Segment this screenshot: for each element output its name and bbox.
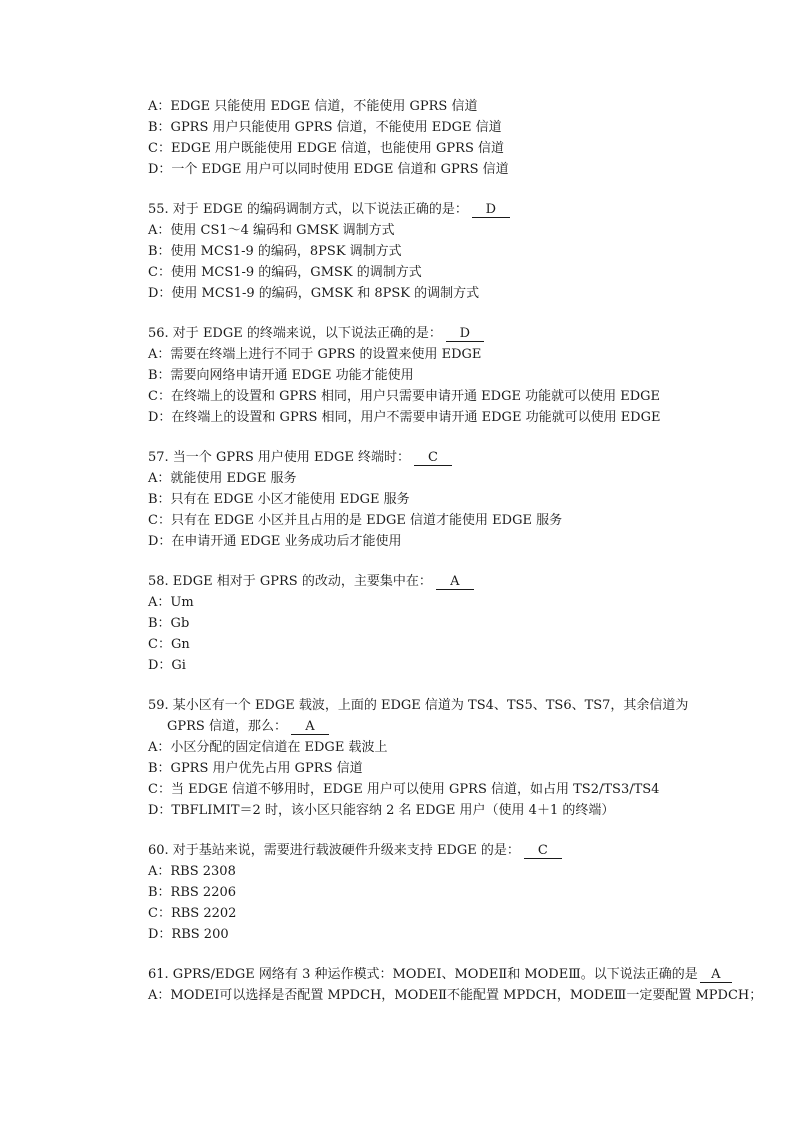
answer-option: B：Gb [148,616,190,631]
question-block [148,199,800,304]
question-stem [148,447,800,468]
answer-blank: C [524,843,562,859]
question-stem [148,716,800,737]
question-block [148,695,800,821]
question-block [148,964,800,1006]
question-block [148,96,800,180]
answer-option: C：Gn [148,637,190,652]
question-stem [148,323,800,344]
question-text: 56. 对于 EDGE 的终端来说，以下说法正确的是： [148,326,442,341]
answer-option: A：就能使用 EDGE 服务 [148,471,297,486]
answer-option: C：当 EDGE 信道不够用时，EDGE 用户可以使用 GPRS 信道，如占用 TS2/TS3/TS4 [148,782,660,797]
answer-option: D：在终端上的设置和 GPRS 相同，用户不需要申请开通 EDGE 功能就可以使用 EDGE [148,410,661,425]
answer-option: A：小区分配的固定信道在 EDGE 载波上 [148,740,388,755]
answer-option: B：使用 MCS1-9 的编码，8PSK 调制方式 [148,244,402,259]
answer-blank: A [291,719,329,735]
answer-option: B：RBS 2206 [148,885,237,900]
question-text: 55. 对于 EDGE 的编码调制方式，以下说法正确的是： [148,202,468,217]
question-text: 59. 某小区有一个 EDGE 载波，上面的 EDGE 信道为 TS4、TS5、TS6、TS7，其余信道为 [148,698,689,713]
answer-option: C：EDGE 用户既能使用 EDGE 信道，也能使用 GPRS 信道 [148,141,505,156]
question-stem [148,964,800,985]
answer-option: A：需要在终端上进行不同于 GPRS 的设置来使用 EDGE [148,347,482,362]
answer-option: C：只有在 EDGE 小区并且占用的是 EDGE 信道才能使用 EDGE 服务 [148,513,563,528]
question-text: 61. GPRS/EDGE 网络有 3 种运作模式：MODEⅠ、MODEⅡ和 MODEⅢ。以下说法正确的是 [148,967,698,982]
answer-blank: D [446,326,484,342]
answer-option: D：在申请开通 EDGE 业务成功后才能使用 [148,534,402,549]
question-block [148,571,800,676]
answer-option: A：RBS 2308 [148,864,236,879]
answer-blank: C [414,450,452,466]
answer-option: C：使用 MCS1-9 的编码，GMSK 的调制方式 [148,265,422,280]
question-text: 58. EDGE 相对于 GPRS 的改动，主要集中在： [148,574,432,589]
question-block [148,840,800,945]
answer-option: B：GPRS 用户只能使用 GPRS 信道，不能使用 EDGE 信道 [148,120,502,135]
question-stem [148,199,800,220]
answer-option: B：只有在 EDGE 小区才能使用 EDGE 服务 [148,492,410,507]
answer-option: A：Um [148,595,194,610]
answer-option: C：RBS 2202 [148,906,237,921]
question-block [148,447,800,552]
answer-option: A：EDGE 只能使用 EDGE 信道，不能使用 GPRS 信道 [148,99,478,114]
answer-option: D：使用 MCS1-9 的编码，GMSK 和 8PSK 的调制方式 [148,286,480,301]
answer-option: A：使用 CS1～4 编码和 GMSK 调制方式 [148,223,395,238]
question-stem [148,695,800,716]
question-stem [148,571,800,592]
question-text: 60. 对于基站来说，需要进行载波硬件升级来支持 EDGE 的是： [148,843,520,858]
answer-option: A：MODEⅠ可以选择是否配置 MPDCH，MODEⅡ不能配置 MPDCH，MODEⅢ一定要配置 MPDCH； [148,988,763,1003]
answer-option: D：Gi [148,658,186,673]
question-text: GPRS 信道，那么： [167,719,287,734]
answer-blank: A [436,574,474,590]
answer-option: B：需要向网络申请开通 EDGE 功能才能使用 [148,368,414,383]
answer-blank: A [700,967,732,983]
answer-option: D：一个 EDGE 用户可以同时使用 EDGE 信道和 GPRS 信道 [148,162,509,177]
answer-blank: D [472,202,510,218]
answer-option: C：在终端上的设置和 GPRS 相同，用户只需要申请开通 EDGE 功能就可以使用 EDGE [148,389,661,404]
answer-option: B：GPRS 用户优先占用 GPRS 信道 [148,761,363,776]
answer-option: D：RBS 200 [148,927,229,942]
answer-option: D：TBFLIMIT＝2 时，该小区只能容纳 2 名 EDGE 用户（使用 4＋1 的终端） [148,803,615,818]
question-stem [148,840,800,861]
question-block [148,323,800,428]
question-text: 57. 当一个 GPRS 用户使用 EDGE 终端时： [148,450,410,465]
